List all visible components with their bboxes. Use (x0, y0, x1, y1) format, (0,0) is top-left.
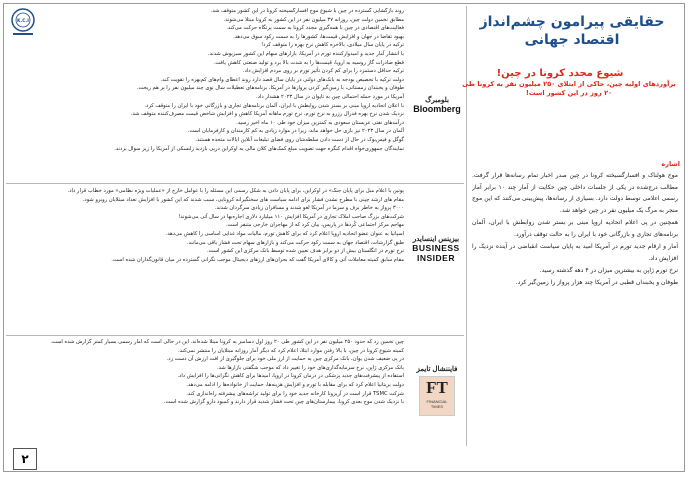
ft-logo-caption-1: FINANCIAL (426, 399, 448, 404)
news-item: پوتین با اعلام مبل برای پایان جنگ» در اوکراین، برای پایان دادن به شکل رسمی این مسئله را با عوامل خارج از «عملیات ویژه نظامی» مورد خطاب قرار داد. (67, 188, 404, 194)
section-divider-2 (6, 335, 464, 336)
bloomberg-text (44, 8, 404, 182)
news-item: بانک مرکزی ژاپن، نرخ سرمایه‌گذاری‌های خود را تغییر داد که موجب شگفتی بازارها شد. (216, 364, 404, 371)
page-title-line2: اقتصاد جهانی (524, 32, 620, 48)
news-item: با نزدیک شدن موج بعدی کرونا، بیمارستان‌های چین تحت فشار شدید قرار دارند و کمبود دارو گزارش شده است. (163, 399, 404, 406)
page-subtitle: شیوع مجدد کرونا در چین! (496, 68, 624, 79)
financial-times-source (412, 365, 462, 416)
business-insider-text (44, 188, 404, 333)
news-item: ترکیه حداقل دستمزد را برای کم کردن تأثیر تورم بر روی مردم افزایش داد. (242, 68, 404, 75)
news-item: اسپانیا به عنوان عضو اتحادیه اروپا اعلام کرد که برای کاهش تورم، مالیات مواد غذایی اساسی را کاهش می‌دهد. (165, 230, 404, 237)
bloomberg-source (410, 96, 464, 114)
news-item: در پی ضعیف شدن یوان، بانک مرکزی چین به حمایت از ارز ملی خود برای جلوگیری از افت ارزش آن دست زد. (166, 356, 404, 363)
news-item: با انتشار آمار جدید و امیدوارکننده تورم در آمریکا، بازارهای سهام این کشور سبزپوش شدند. (207, 50, 404, 57)
news-item: آلمان در سال ۲۰۲۳ نیز بازی حل خواهد ماند، زیرا در موارد زیادی به کم کارمندان و کارفرمایان است. (187, 128, 404, 135)
financial-times-text (44, 339, 404, 445)
news-item: طوفان و یخبندان زمستانی، با زمین‌گیر کردن پروازها در آمریکا، برنامه‌های تعطیلات سال نوی چند میلیون نفر را بر هم ریخت. (136, 85, 404, 92)
news-item: آمریکا در مورد حمله احتمالی چین به تایوان در سال ۲۰۲۳ هشدار داد. (255, 93, 404, 100)
news-item: ترکیه در پایان سال میلادی، بالاخره کاهش نرخ بهره را متوقف کرد! (261, 42, 404, 49)
news-item: فعالیت‌های اقتصادی در چین با همه‌گیری مجدد کرونا به سمت پرتگاه حرکت می‌کند. (226, 25, 404, 32)
news-item: قطع صادرات گاز روسیه به اروپا، قیمت‌ها را به شدت بالا برد و تولید صنعتی کاهش یافت. (213, 59, 404, 66)
bloomberg-logo: Bloomberg (413, 104, 461, 114)
business-insider-logo-line2: INSIDER (417, 253, 455, 263)
business-insider-source (408, 235, 464, 263)
page-title (472, 13, 672, 49)
section-divider-1 (6, 183, 464, 184)
news-item: نزدیک شدن نرخ بهره فدرال رزرو به نرخ تورم، نرخ تورم ماهانه آمریکا کاهش و افزایش شاخص قیمت مصرف‌کننده متوقف شد. (130, 111, 404, 118)
news-item: دولت بریتانیا اعلام کرد که برای مقابله با تورم و افزایش هزینه‌ها، حمایت از خانواده‌ها را ادامه می‌دهد. (186, 381, 404, 388)
intro-paragraph: آمار و ارقام جدید تورم در آمریکا امید به پایان سیاست انقباضی در آینده نزدیک را افزایش داد. (472, 242, 678, 262)
news-item: مقام های ارشد چینی با مطرح نشدن فشار برای ادامه سیاست های سختگیرانه کرونایی، سبب شدند که این کشور با افزایش تعداد مبتلایان روبرو شود. (82, 196, 404, 203)
financial-times-name-fa: فایننشال تایمز (416, 366, 458, 373)
news-item: مطابق تخمین دولت چین، روزانه ۳۷ میلیون نفر در این کشور به کرونا مبتلا می‌شوند. (223, 16, 404, 23)
business-insider-logo (408, 243, 464, 263)
news-item: دولت ترکیه با تخصیص بودجه به بانک‌های دولتی در پایان سال قصد دارد روند اعطای وام‌های کم‌بهره را تقویت کند. (160, 76, 404, 83)
news-item: روند بازگشایی گسترده در چین با شیوع موج افسارگسیخته کرونا در این کشور متوقف شد. (210, 8, 404, 14)
financial-times-logo (419, 376, 455, 416)
news-item: طبق گزارشات، اقتصاد جهان به سمت رکود حرکت می‌کند و بازارهای سهام تحت فشار باقی می‌مانند. (186, 239, 404, 246)
news-item: نرخ تورم در انگلستان بیش از دو برابر هدف تعیین شده توسط بانک مرکزی این کشور است. (206, 248, 404, 255)
news-item: نمایندگان جمهوری‌خواه اقدام کنگره جهت تصویب مبلغ کمک‌های کلان مالی به اوکراین درپی بازدید زلنسکی از آمریکا را زیر سوال بردند. (114, 145, 404, 152)
news-item: با اعلان اتحادیه اروپا مبنی بر بستر شدن روابطش با ایران، آلمان برنامه‌های تجاری و بازرگانی خود با ایران را متوقف کرد. (144, 102, 404, 109)
bloomberg-name-fa: بلومبرگ (425, 97, 449, 104)
news-item: گوگل و فیس‌بوک در حال از دست دادن سلطه‌شان روی فضای تبلیغات آنلاین ایالات متحده هستند. (195, 136, 404, 143)
page-title-line1: حقایقی پیرامون چشم‌انداز (479, 14, 665, 30)
intro-text (472, 170, 678, 440)
intro-paragraph: طوفان و یخبندان قطبی در آمریکا چند هزار پرواز را زمین‌گیر کرد. (515, 279, 678, 287)
ft-logo-letters: FT (426, 378, 448, 397)
logo-text: K.C.I (17, 19, 29, 24)
page-subtext: برآوردهای اولیه چین، حاکی از ابتلای ۲۵۰ میلیون نفر به کرونا طی ۲۰ روز در این کشور است! (462, 80, 676, 97)
intro-paragraph: همچنین در پی اعلام اتحادیه اروپا مبنی بر بستر شدن روابطش با ایران، آلمان برنامه‌های تجاری و بازرگانی خود با ایران را به حالت توقف درآورد. (472, 219, 678, 238)
news-item: شرکت‌های بزرگ صاحب املاک تجاری در آمریکا افزایش ۱۱۰ میلیارد دلاری اجاره‌بها در سال آتی می‌شوند! (178, 213, 404, 220)
news-item: شرکت TSMC قرار است در آریزونا کارخانه جدید خود را برای تولید تراشه‌های پیشرفته راه‌اندازی کند. (186, 390, 404, 397)
news-item: مهاجم مرکز اجتماعی کُردها در پاریس، بیان کرد که از مهاجران خارجی متنفر است. (225, 222, 404, 229)
news-item: چین تخمین زد که حدود ۲۵۰ میلیون نفر در این کشور طی ۲۰ روز اول دسامبر به کرونا مبتلا شده‌اند. این در حالی است که آمار رسمی بسیار کمتر گزارش شده است. (50, 339, 404, 345)
publisher-logo (7, 7, 39, 37)
intro-paragraph: موج هولناک و افسارگسیخته کرونا در چین صدر اخبار تمام رسانه‌ها قرار گرفت. مطالب درج‌شده در یکی از جلسات داخلی چین حکایت از آمار چند ۱۰ برابر آمار رسمی اعلامی توسط دولت دارد. بسیاری از رسانه‌ها، پیش‌بینی می‌کنند که این موج منجر به مرگ یک میلیون نفر در چین خواهد شد. (472, 172, 678, 214)
news-item: درآمدهای نفتی عربستان سعودی به کمترین میزان خود طی ۱۰ ماه اخیر رسید. (236, 119, 404, 126)
news-item: مقام سابق کمیته معاملات آتی و کالای آمریکا گفت که بحران‌های ارزهای دیجیتال موجب نگرانی گسترده در میان قانون‌گذاران شده است. (111, 256, 404, 263)
page-number: ۲ (13, 448, 37, 470)
news-item: بهبود تقاضا در جهان و افزایش قیمت‌ها، کشورها را به سمت رکود سوق می‌دهد. (233, 33, 404, 40)
business-insider-logo-line1: BUSINESS (412, 243, 460, 253)
news-item: ۳۰۰۰ پرواز به خاطر برف و سرما در آمریکا لغو شدند و مسافران زیادی سرگردان شدند. (214, 205, 404, 212)
intro-label: اشاره (661, 160, 680, 168)
intro-paragraph: نرخ تورم ژاپن به بیشترین میزان در ۴ دهه گذشته رسید. (539, 266, 678, 274)
news-item: کمیته شیوع کرونا در چین، با بالا رفتن موارد ابتلا، اعلام کرد که دیگر آمار روزانه مبتلایان را منتشر نمی‌کند. (178, 347, 404, 354)
ft-logo-caption-2: TIMES (430, 404, 444, 409)
news-item: استفاده از پیشرفت‌های جدید پزشکی در درمان کرونا در اروپا، امیدها برای کاهش نگرانی‌ها را افزایش داد. (177, 373, 404, 380)
business-insider-name-fa: بیزینس اینسایدر (412, 236, 460, 243)
